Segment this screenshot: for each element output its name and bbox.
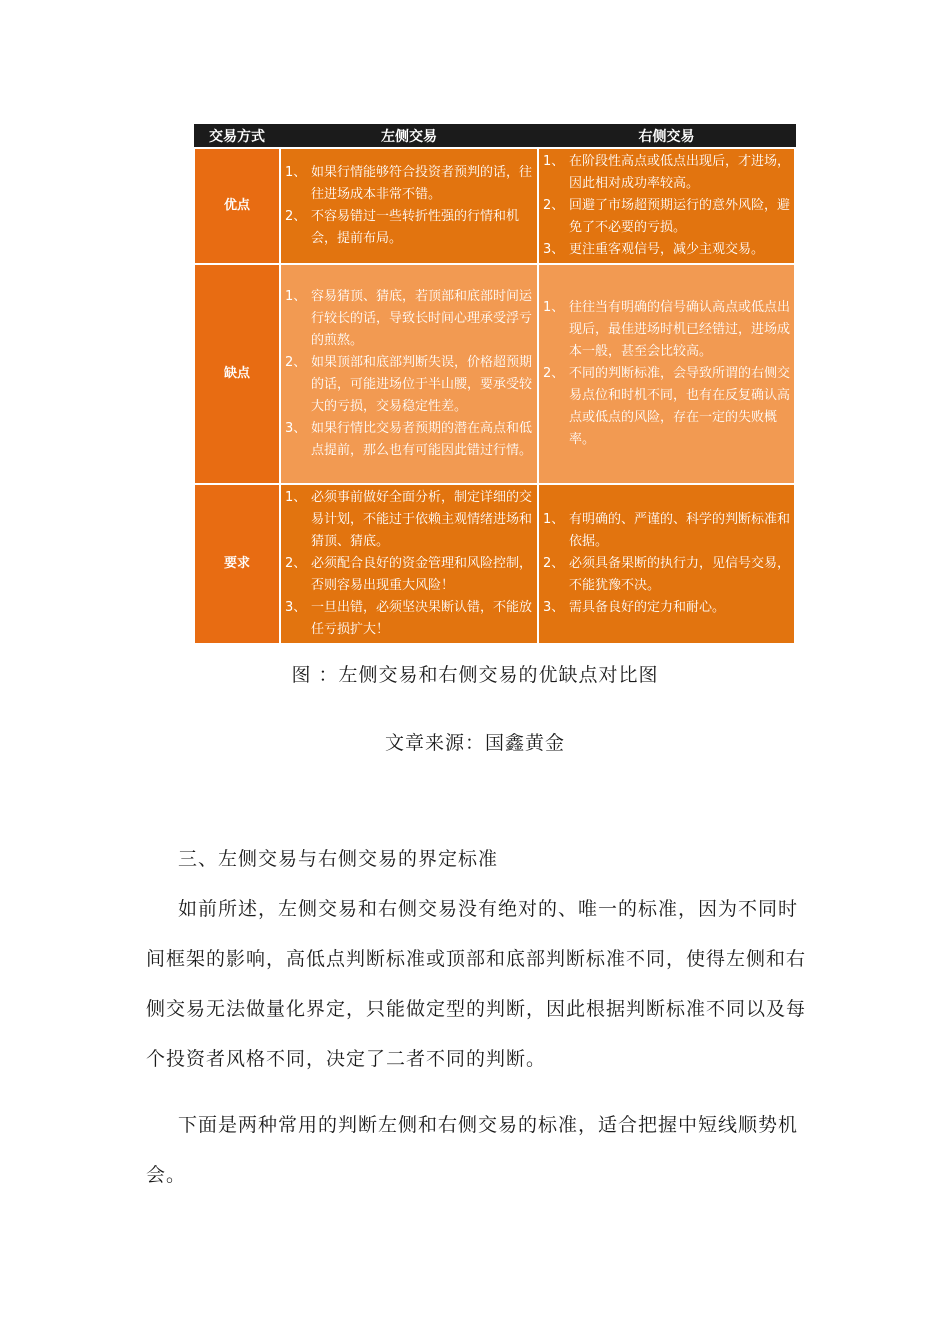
list-item: 2、 如果顶部和底部判断失误，价格超预期的话，可能进场位于半山腰，要承受较大的亏损，交易稳定性差。: [285, 355, 533, 414]
list-item: 2、 不容易错过一些转折性强的行情和机会，提前布局。: [285, 209, 520, 246]
table-row-cons: [194, 264, 795, 484]
list-item: 2、 必须具备果断的执行力，见信号交易，不能犹豫不决。: [543, 556, 791, 593]
list-item: 3、 如果行情比交易者预期的潜在高点和低点提前，那么也有可能因此错过行情。: [285, 421, 533, 458]
cell-pros-left: [280, 148, 538, 264]
comparison-table-figure: [193, 124, 794, 637]
header-right-trade: 右侧交易: [538, 125, 795, 149]
section-title: 三、左侧交易与右侧交易的界定标准: [178, 848, 499, 870]
list-item: 1、 有明确的、严谨的、科学的判断标准和依据。: [543, 512, 791, 549]
list-item: 1、 如果行情能够符合投资者预判的话，往往进场成本非常不错。: [285, 165, 533, 202]
list-item: 1、 容易猜顶、猜底，若顶部和底部时间运行较长的话，导致长时间心理承受浮亏的煎熬。: [285, 289, 533, 348]
list-item: 1、 在阶段性高点或低点出现后，才进场，因此相对成功率较高。: [543, 154, 791, 191]
cell-req-right: [538, 484, 795, 644]
table-header-row: [194, 125, 795, 149]
cell-req-left: [280, 484, 538, 644]
list-item: 3、 一旦出错，必须坚决果断认错，不能放任亏损扩大！: [285, 600, 533, 637]
source-line: 文章来源：国鑫黄金: [384, 732, 565, 754]
row-label-requirements: 要求: [194, 484, 280, 644]
list-item: 3、 需具备良好的定力和耐心。: [543, 600, 726, 615]
list-item: 2、 不同的判断标准，会导致所谓的右侧交易点位和时机不同，也有在反复确认高点或低点的风险，存在一定的失败概率。: [543, 366, 791, 447]
comparison-table: [193, 124, 796, 645]
header-left-trade: 左侧交易: [280, 125, 538, 149]
figure-caption: 图 ：左侧交易和右侧交易的优缺点对比图: [291, 664, 659, 686]
list-item: 2、 必须配合良好的资金管理和风险控制，否则容易出现重大风险！: [285, 556, 533, 593]
list-item: 1、 往往当有明确的信号确认高点或低点出现后，最佳进场时机已经错过，进场成本一般，甚至会比较高。: [543, 300, 791, 359]
cell-pros-right: [538, 148, 795, 264]
table-row-pros: [194, 148, 795, 264]
list-item: 1、 必须事前做好全面分析，制定详细的交易计划，不能过于依赖主观情绪进场和猜顶、猜底。: [285, 490, 533, 549]
body-paragraph-2: 下面是两种常用的判断左侧和右侧交易的标准，适合把握中短线顺势机会。: [146, 1114, 799, 1186]
cell-cons-right: [538, 264, 795, 484]
list-item: 2、 回避了市场超预期运行的意外风险，避免了不必要的亏损。: [543, 198, 791, 235]
row-label-pros: 优点: [194, 148, 280, 264]
list-item: 3、 更注重客观信号，减少主观交易。: [543, 242, 765, 257]
table-row-requirements: [194, 484, 795, 644]
header-method: 交易方式: [194, 125, 280, 149]
cell-cons-left: [280, 264, 538, 484]
row-label-cons: 缺点: [194, 264, 280, 484]
body-paragraph-1: 如前所述，左侧交易和右侧交易没有绝对的、唯一的标准，因为不同时间框架的影响，高低点判断标准或顶部和底部判断标准不同，使得左侧和右侧交易无法做量化界定，只能做定型的判断，因此根据判断标准不同以及每个投资者风格不同，决定了二者不同的判断。: [146, 898, 807, 1070]
